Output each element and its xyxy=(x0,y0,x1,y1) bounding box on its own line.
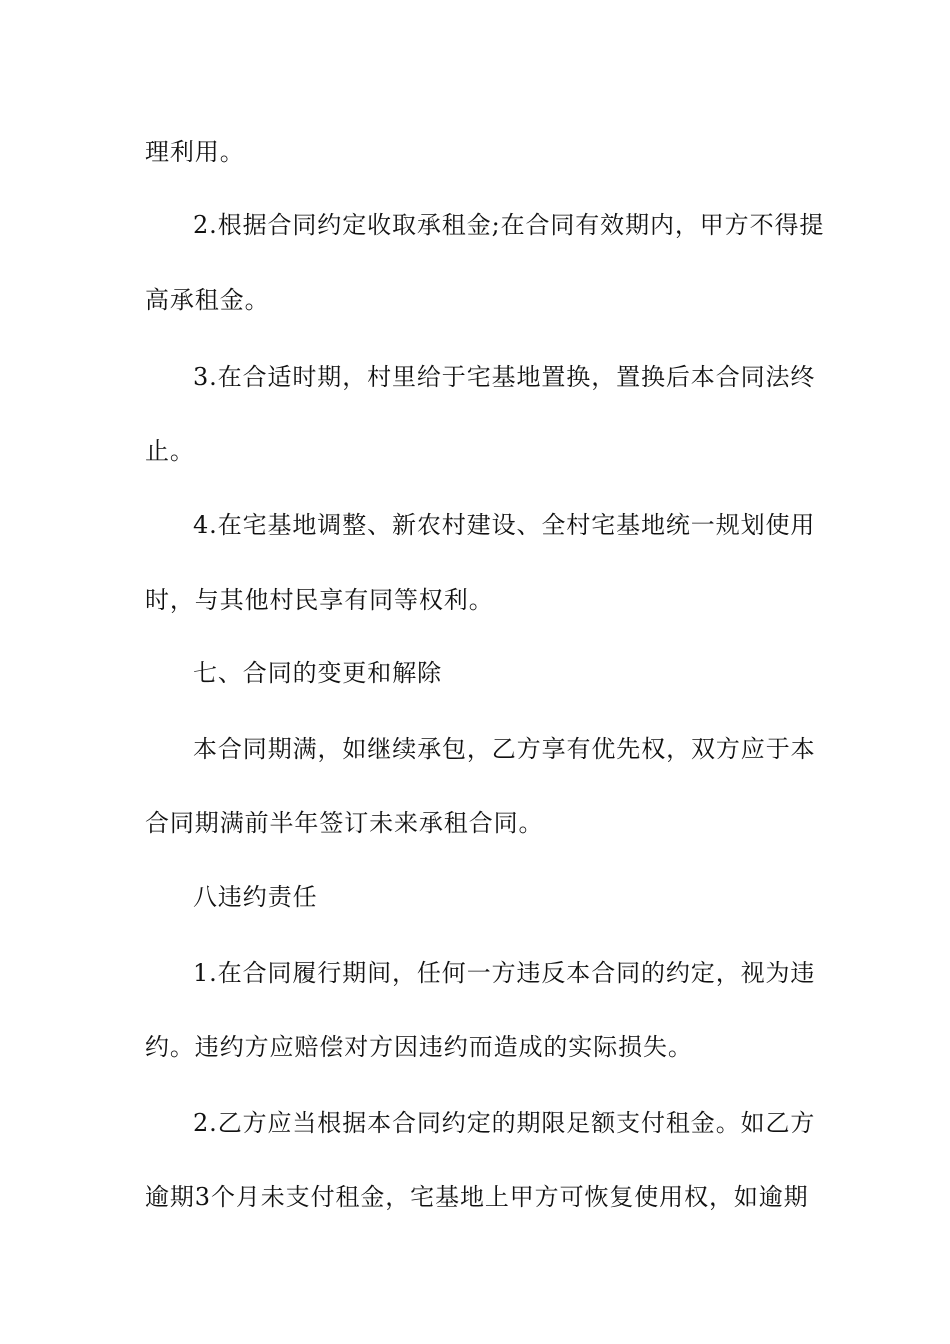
text-line-12: 1.在合同履行期间，任何一方违反本合同的约定，视为违 xyxy=(193,959,816,987)
text-line-1: 理利用。 xyxy=(145,138,245,166)
text-line-7: 时，与其他村民享有同等权利。 xyxy=(145,586,494,614)
section-heading-8: 八违约责任 xyxy=(193,883,318,911)
text-line-14: 2.乙方应当根据本合同约定的期限足额支付租金。如乙方 xyxy=(193,1109,816,1137)
text-line-13: 约。违约方应赔偿对方因违约而造成的实际损失。 xyxy=(145,1033,693,1061)
text-line-2: 2.根据合同约定收取承租金;在合同有效期内，甲方不得提 xyxy=(193,211,825,239)
text-line-5: 止。 xyxy=(145,437,195,465)
text-line-9: 本合同期满，如继续承包，乙方享有优先权，双方应于本 xyxy=(193,735,816,763)
text-line-3: 高承租金。 xyxy=(145,286,270,314)
text-line-6: 4.在宅基地调整、新农村建设、全村宅基地统一规划使用 xyxy=(193,511,816,539)
section-heading-7: 七、合同的变更和解除 xyxy=(193,659,442,687)
text-line-4: 3.在合适时期，村里给于宅基地置换，置换后本合同法终 xyxy=(193,363,816,391)
text-line-10: 合同期满前半年签订未来承租合同。 xyxy=(145,809,544,837)
text-line-15: 逾期3个月未支付租金，宅基地上甲方可恢复使用权，如逾期 xyxy=(145,1183,809,1211)
